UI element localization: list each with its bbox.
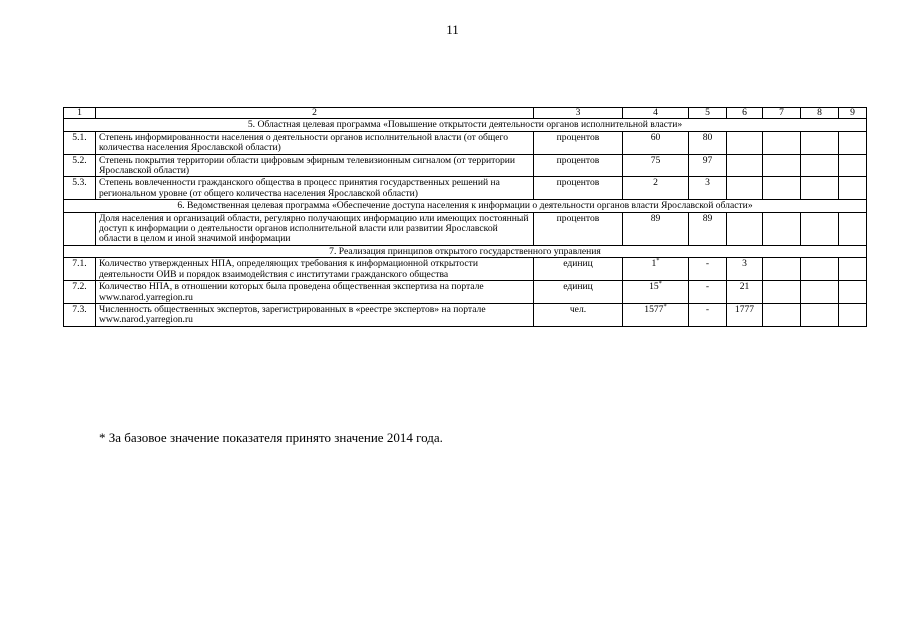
footnote-marker: * bbox=[658, 280, 662, 288]
table-row bbox=[64, 212, 867, 245]
row-value-6: 3 bbox=[727, 258, 763, 281]
row-number: 5.2. bbox=[64, 154, 96, 177]
table-row bbox=[64, 303, 867, 326]
row-value-5: - bbox=[689, 258, 727, 281]
header-cell: 6 bbox=[727, 108, 763, 119]
header-cell: 4 bbox=[623, 108, 689, 119]
header-cell: 5 bbox=[689, 108, 727, 119]
section-row bbox=[64, 200, 867, 212]
row-value-6: 1777 bbox=[727, 303, 763, 326]
footnote-marker: * bbox=[663, 303, 667, 310]
row-value-5: 80 bbox=[689, 131, 727, 154]
row-value-5: - bbox=[689, 303, 727, 326]
section-title: 6. Ведомственная целевая программа «Обеспечение доступа населения к информации о деятельности органов власти Ярославской области» bbox=[64, 200, 867, 212]
page-number: 11 bbox=[446, 22, 459, 37]
row-value-8 bbox=[801, 258, 839, 281]
row-description: Численность общественных экспертов, зарегистрированных в «реестре экспертов» на портале www.narod.yarregion.ru bbox=[96, 303, 534, 326]
section-title: 5. Областная целевая программа «Повышение открытости деятельности органов исполнительной власти» bbox=[64, 119, 867, 131]
footnote-marker: * bbox=[656, 257, 660, 265]
header-row bbox=[64, 108, 867, 119]
table-row bbox=[64, 131, 867, 154]
row-base-value bbox=[623, 258, 689, 281]
table-row bbox=[64, 154, 867, 177]
section-row bbox=[64, 245, 867, 257]
row-description: Доля населения и организаций области, регулярно получающих информацию или имеющих постоянный доступ к информации о деятельности органов исполнительной власти или развитии Ярославской области в целом и иной значимой информации bbox=[96, 212, 534, 245]
base-value-text: 75 bbox=[650, 154, 661, 166]
base-value-text: 15 bbox=[649, 281, 659, 293]
row-value-7 bbox=[763, 281, 801, 304]
row-value-7 bbox=[763, 131, 801, 154]
row-value-9 bbox=[839, 303, 867, 326]
row-number bbox=[64, 212, 96, 245]
base-value-text: 2 bbox=[653, 177, 658, 189]
row-number: 5.1. bbox=[64, 131, 96, 154]
row-value-6 bbox=[727, 212, 763, 245]
header-cell: 3 bbox=[534, 108, 623, 119]
row-value-8 bbox=[801, 131, 839, 154]
table-row bbox=[64, 281, 867, 304]
row-value-7 bbox=[763, 258, 801, 281]
row-base-value bbox=[623, 281, 689, 304]
row-number: 7.2. bbox=[64, 281, 96, 304]
row-description: Количество НПА, в отношении которых была проведена общественная экспертиза на портале www.narod.yarregion.ru bbox=[96, 281, 534, 304]
header-cell: 8 bbox=[801, 108, 839, 119]
row-value-9 bbox=[839, 177, 867, 200]
row-value-9 bbox=[839, 281, 867, 304]
section-title: 7. Реализация принципов открытого государственного управления bbox=[64, 245, 867, 257]
row-value-9 bbox=[839, 212, 867, 245]
row-number: 5.3. bbox=[64, 177, 96, 200]
row-description: Степень вовлеченности гражданского общества в процесс принятия государственных решений на региональном уровне (от общего количества населения Ярославской области) bbox=[96, 177, 534, 200]
table-row bbox=[64, 177, 867, 200]
row-value-8 bbox=[801, 303, 839, 326]
row-base-value bbox=[623, 303, 689, 326]
row-number: 7.1. bbox=[64, 258, 96, 281]
row-value-5: 97 bbox=[689, 154, 727, 177]
row-unit: процентов bbox=[534, 131, 623, 154]
row-value-9 bbox=[839, 258, 867, 281]
row-value-8 bbox=[801, 154, 839, 177]
row-value-5: 3 bbox=[689, 177, 727, 200]
header-cell: 1 bbox=[64, 108, 96, 119]
row-description: Количество утвержденных НПА, определяющих требования к информационной открытости деятельности ОИВ и порядок взаимодействия с институтами гражданского общества bbox=[96, 258, 534, 281]
row-number: 7.3. bbox=[64, 303, 96, 326]
base-value-text: 89 bbox=[650, 212, 661, 224]
row-description: Степень покрытия территории области цифровым эфирным телевизионным сигналом (от территории Ярославской области) bbox=[96, 154, 534, 177]
row-base-value bbox=[623, 212, 689, 245]
row-value-6 bbox=[727, 177, 763, 200]
base-value-text: 1577 bbox=[644, 303, 664, 315]
base-value-text: 60 bbox=[650, 131, 661, 143]
row-value-5: 89 bbox=[689, 212, 727, 245]
row-value-8 bbox=[801, 281, 839, 304]
row-value-7 bbox=[763, 177, 801, 200]
header-cell: 9 bbox=[839, 108, 867, 119]
row-value-9 bbox=[839, 131, 867, 154]
row-value-8 bbox=[801, 177, 839, 200]
row-unit: процентов bbox=[534, 212, 623, 245]
row-base-value bbox=[623, 177, 689, 200]
row-value-6 bbox=[727, 131, 763, 154]
row-unit: процентов bbox=[534, 177, 623, 200]
row-base-value bbox=[623, 131, 689, 154]
row-value-7 bbox=[763, 212, 801, 245]
row-value-7 bbox=[763, 154, 801, 177]
row-value-7 bbox=[763, 303, 801, 326]
row-value-6: 21 bbox=[727, 281, 763, 304]
indicators-table bbox=[63, 107, 867, 327]
row-unit: единиц bbox=[534, 258, 623, 281]
row-unit: чел. bbox=[534, 303, 623, 326]
footnote: * За базовое значение показателя принято значение 2014 года. bbox=[99, 430, 443, 445]
header-cell: 2 bbox=[96, 108, 534, 119]
row-description: Степень информированности населения о деятельности органов исполнительной власти (от общего количества населения Ярославской области) bbox=[96, 131, 534, 154]
base-value-text: 1 bbox=[651, 258, 657, 270]
row-value-6 bbox=[727, 154, 763, 177]
row-value-5: - bbox=[689, 281, 727, 304]
row-unit: процентов bbox=[534, 154, 623, 177]
row-unit: единиц bbox=[534, 281, 623, 304]
row-value-9 bbox=[839, 154, 867, 177]
section-row bbox=[64, 119, 867, 131]
row-base-value bbox=[623, 154, 689, 177]
table-row bbox=[64, 258, 867, 281]
header-cell: 7 bbox=[763, 108, 801, 119]
row-value-8 bbox=[801, 212, 839, 245]
